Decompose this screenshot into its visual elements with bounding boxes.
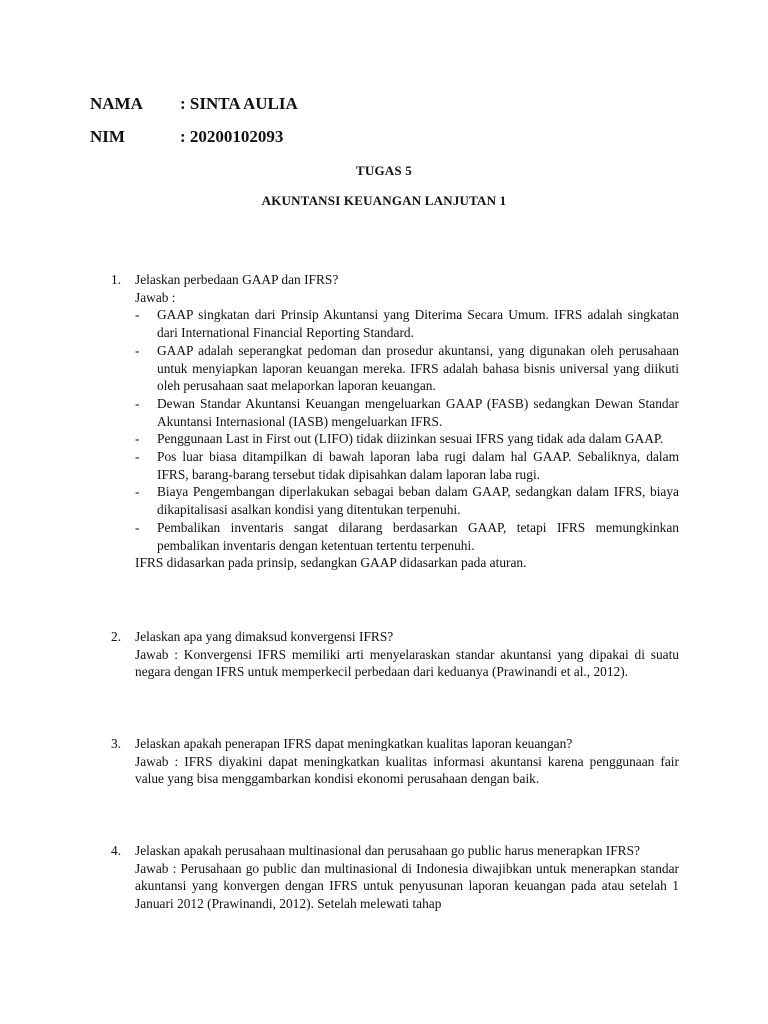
name-value: : SINTA AULIA xyxy=(180,94,298,113)
bullet-text: GAAP singkatan dari Prinsip Akuntansi yang Diterima Secara Umum. IFRS adalah singkatan dari International Financial Reporting Standard. xyxy=(157,307,679,341)
course-title: AKUNTANSI KEUANGAN LANJUTAN 1 xyxy=(261,193,507,208)
bullet-text: GAAP adalah seperangkat pedoman dan prosedur akuntansi, yang digunakan oleh perusahaan untuk menyiapkan laporan keuangan mereka. IFRS adalah bahasa bisnis universal yang diikuti oleh perusahaan saat melaporkan laporan keuangan. xyxy=(157,342,679,394)
list-item: - Dewan Standar Akuntansi Keuangan mengeluarkan GAAP (FASB) sedangkan Dewan Standar Akuntansi Internasional (IASB) mengeluarkan IFRS. xyxy=(135,395,679,429)
question-4-heading xyxy=(111,842,679,860)
answer-text: Jawab : Konvergensi IFRS memiliki arti menyelaraskan standar akuntansi yang dipakai di suatu negara dengan IFRS untuk memperkecil perbedaan dari keduanya (Prawinandi et al., 2012). xyxy=(135,646,679,680)
question-number: 2. xyxy=(111,629,122,644)
answer-text: Jawab : IFRS diyakini dapat meningkatkan kualitas informasi akuntansi karena penggunaan fair value yang bisa menggambarkan kondisi ekonomi perusahaan dengan baik. xyxy=(135,753,679,787)
assignment-title: TUGAS 5 xyxy=(356,163,412,178)
question-3-heading xyxy=(111,735,679,753)
question-text: Jelaskan apa yang dimaksud konvergensi IFRS? xyxy=(135,629,394,644)
bullet-text: Dewan Standar Akuntansi Keuangan mengeluarkan GAAP (FASB) sedangkan Dewan Standar Akuntansi Internasional (IASB) mengeluarkan IFRS. xyxy=(157,395,679,429)
list-item: - GAAP singkatan dari Prinsip Akuntansi yang Diterima Secara Umum. IFRS adalah singkatan dari International Financial Reporting Standard. xyxy=(135,307,679,341)
list-item: - Pos luar biasa ditampilkan di bawah laporan laba rugi dalam hal GAAP. Sebaliknya, dalam IFRS, barang-barang tersebut tidak dipisahkan dalam laporan laba rugi. xyxy=(135,449,679,482)
answer-bullet-list xyxy=(111,306,679,554)
question-number: 4. xyxy=(111,843,122,858)
question-number: 3. xyxy=(111,736,122,751)
list-item: - Penggunaan Last in First out (LIFO) tidak diizinkan sesuai IFRS yang tidak ada dalam GAAP. xyxy=(135,431,664,447)
bullet-text: Pembalikan inventaris sangat dilarang berdasarkan GAAP, tetapi IFRS memungkinkan pembalikan inventaris dengan ketentuan tertentu terpenuhi. xyxy=(157,519,679,553)
bullet-text: Penggunaan Last in First out (LIFO) tidak diizinkan sesuai IFRS yang tidak ada dalam GAAP. xyxy=(157,431,664,447)
name-label: NAMA xyxy=(90,94,143,113)
name-row xyxy=(90,94,298,114)
question-1 xyxy=(111,271,679,572)
nim-row xyxy=(90,127,283,147)
question-4 xyxy=(111,842,679,913)
question-2 xyxy=(111,628,679,681)
nim-label: NIM xyxy=(90,127,125,146)
answer-text: Jawab : Perusahaan go public dan multinasional di Indonesia diwajibkan untuk menerapkan standar akuntansi yang konvergen dengan IFRS untuk penyusunan laporan keuangan pada atau setelah 1 Januari 2012 (Prawinandi, 2012). Setelah melewati tahap xyxy=(135,860,679,912)
bullet-text: Pos luar biasa ditampilkan di bawah laporan laba rugi dalam hal GAAP. Sebaliknya, dalam IFRS, barang-barang tersebut tidak dipisahkan dalam laporan laba rugi. xyxy=(157,449,679,482)
question-text: Jelaskan apakah perusahaan multinasional dan perusahaan go public harus menerapkan IFRS? xyxy=(135,843,640,858)
answer-label: Jawab : xyxy=(135,289,176,305)
list-item: - GAAP adalah seperangkat pedoman dan prosedur akuntansi, yang digunakan oleh perusahaan untuk menyiapkan laporan keuangan mereka. IFRS adalah bahasa bisnis universal yang diikuti oleh perusahaan saat melaporkan laporan keuangan. xyxy=(135,342,679,394)
answer-closing: IFRS didasarkan pada prinsip, sedangkan GAAP didasarkan pada aturan. xyxy=(135,555,527,571)
list-item: - Pembalikan inventaris sangat dilarang berdasarkan GAAP, tetapi IFRS memungkinkan pembalikan inventaris dengan ketentuan tertentu terpenuhi. xyxy=(135,519,679,553)
question-3 xyxy=(111,735,679,788)
question-text: Jelaskan perbedaan GAAP dan IFRS? xyxy=(135,272,339,287)
question-2-heading xyxy=(111,628,679,646)
bullet-text: Biaya Pengembangan diperlakukan sebagai beban dalam GAAP, sedangkan dalam IFRS, biaya dikapitalisasi asalkan kondisi yang ditentukan terpenuhi. xyxy=(157,484,679,518)
list-item: - Biaya Pengembangan diperlakukan sebagai beban dalam GAAP, sedangkan dalam IFRS, biaya dikapitalisasi asalkan kondisi yang ditentukan terpenuhi. xyxy=(135,484,679,518)
nim-value: : 20200102093 xyxy=(180,127,284,146)
question-number: 1. xyxy=(111,272,122,287)
question-text: Jelaskan apakah penerapan IFRS dapat meningkatkan kualitas laporan keuangan? xyxy=(135,736,573,751)
question-1-heading xyxy=(111,271,679,289)
